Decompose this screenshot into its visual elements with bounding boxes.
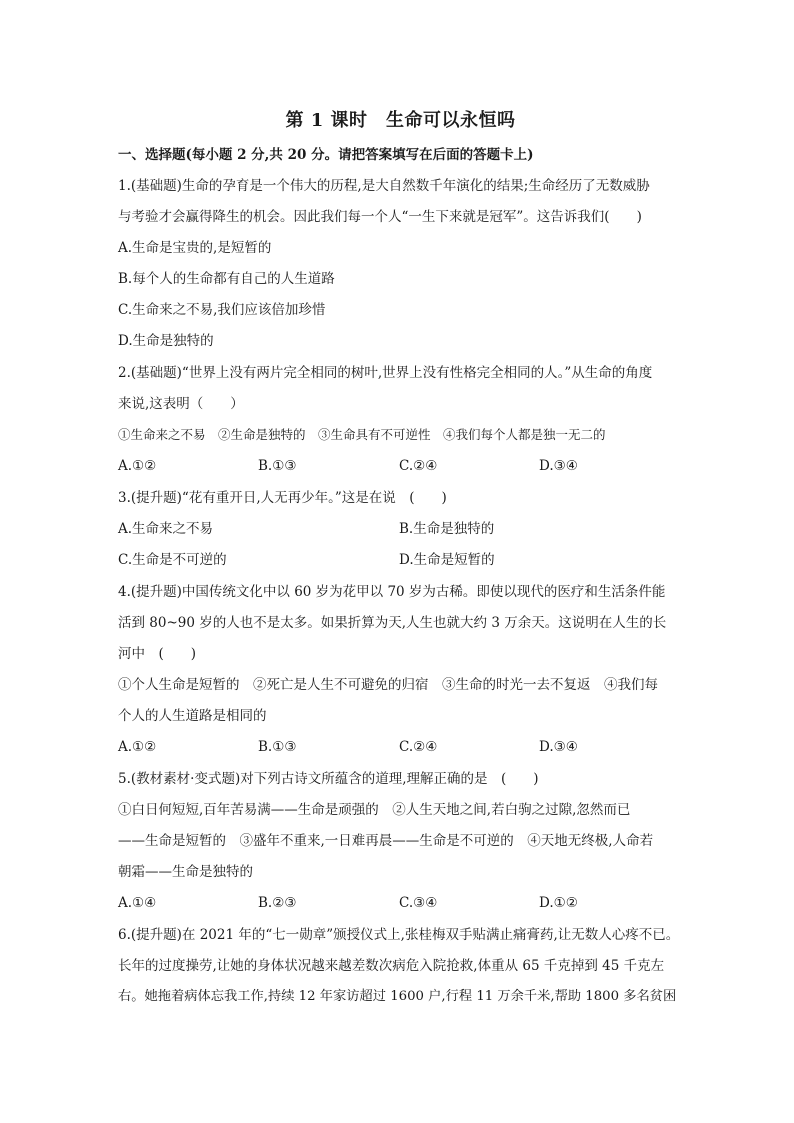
page-title: 第 1 课时 生命可以永恒吗	[285, 110, 516, 131]
question-2-option-b: B.①③	[258, 458, 297, 474]
question-3-option-d: D.生命是短暂的	[399, 552, 495, 568]
question-5-option-c: C.③④	[399, 895, 438, 911]
question-4-statements-1: ①个人生命是短暂的 ②死亡是人生不可避免的归宿 ③生命的时光一去不复返 ④我们每	[118, 677, 658, 693]
question-3-option-a: A.生命来之不易	[118, 521, 214, 537]
question-3-option-b: B.生命是独特的	[399, 521, 495, 537]
question-2-statements: ①生命来之不易 ②生命是独特的 ③生命具有不可逆性 ④我们每个人都是独一无二的	[118, 427, 606, 442]
question-6-line-3: 右。她拖着病体忘我工作,持续 12 年家访超过 1600 户,行程 11 万余千米,帮助 1800 多名贫困	[118, 989, 677, 1004]
question-1-line-1: 1.(基础题)生命的孕育是一个伟大的历程,是大自然数千年演化的结果;生命经历了无数威胁	[118, 178, 650, 194]
question-5-statements-1: ①白日何短短,百年苦易满——生命是顽强的 ②人生天地之间,若白驹之过隙,忽然而已	[118, 802, 631, 818]
question-4-statements-2: 个人的人生道路是相同的	[118, 708, 267, 724]
question-2-option-c: C.②④	[399, 458, 438, 474]
question-5-option-b: B.②③	[258, 895, 297, 911]
question-5-option-a: A.①④	[118, 895, 157, 911]
question-5-statements-2: ——生命是短暂的 ③盛年不重来,一日难再晨——生命是不可逆的 ④天地无终极,人命若	[118, 833, 654, 849]
question-4-option-c: C.②④	[399, 739, 438, 755]
question-3-line-1: 3.(提升题)“花有重开日,人无再少年。”这是在说 ( )	[118, 490, 447, 506]
question-1-line-2: 与考验才会赢得降生的机会。因此我们每一个人“一生下来就是冠军”。这告诉我们( )	[118, 209, 642, 225]
question-2-option-d: D.③④	[539, 458, 578, 474]
question-4-option-b: B.①③	[258, 739, 297, 755]
question-5-option-d: D.①②	[539, 895, 578, 911]
question-1-option-d: D.生命是独特的	[118, 333, 214, 349]
question-1-option-a: A.生命是宝贵的,是短暂的	[118, 240, 272, 256]
question-5-statements-3: 朝霜——生命是独特的	[118, 864, 253, 880]
question-5-line-1: 5.(教材素材·变式题)对下列古诗文所蕴含的道理,理解正确的是 ( )	[118, 771, 539, 787]
question-1-option-b: B.每个人的生命都有自己的人生道路	[118, 271, 335, 287]
question-2-option-a: A.①②	[118, 458, 157, 474]
question-3-option-c: C.生命是不可逆的	[118, 552, 227, 568]
question-4-line-3: 河中 ( )	[118, 646, 197, 662]
question-2-line-1: 2.(基础题)“世界上没有两片完全相同的树叶,世界上没有性格完全相同的人。”从生命的角度	[118, 365, 653, 381]
question-6-line-1: 6.(提升题)在 2021 年的“七一勋章”颁授仪式上,张桂梅双手贴满止痛膏药,让无数人心疼不已。	[118, 927, 680, 943]
question-4-option-d: D.③④	[539, 739, 578, 755]
section-heading: 一、选择题(每小题 2 分,共 20 分。请把答案填写在后面的答题卡上)	[118, 147, 534, 163]
question-4-line-1: 4.(提升题)中国传统文化中以 60 岁为花甲以 70 岁为古稀。即使以现代的医疗和生活条件能	[118, 584, 666, 600]
question-2-line-2: 来说,这表明（ ）	[118, 396, 244, 412]
question-6-line-2: 长年的过度操劳,让她的身体状况越来越差数次病危入院抢救,体重从 65 千克掉到 45 千克左	[118, 958, 665, 974]
question-4-option-a: A.①②	[118, 739, 157, 755]
question-1-option-c: C.生命来之不易,我们应该倍加珍惜	[118, 302, 326, 318]
question-4-line-2: 活到 80~90 岁的人也不是太多。如果折算为天,人生也就大约 3 万余天。这说明在人生的长	[118, 615, 667, 631]
